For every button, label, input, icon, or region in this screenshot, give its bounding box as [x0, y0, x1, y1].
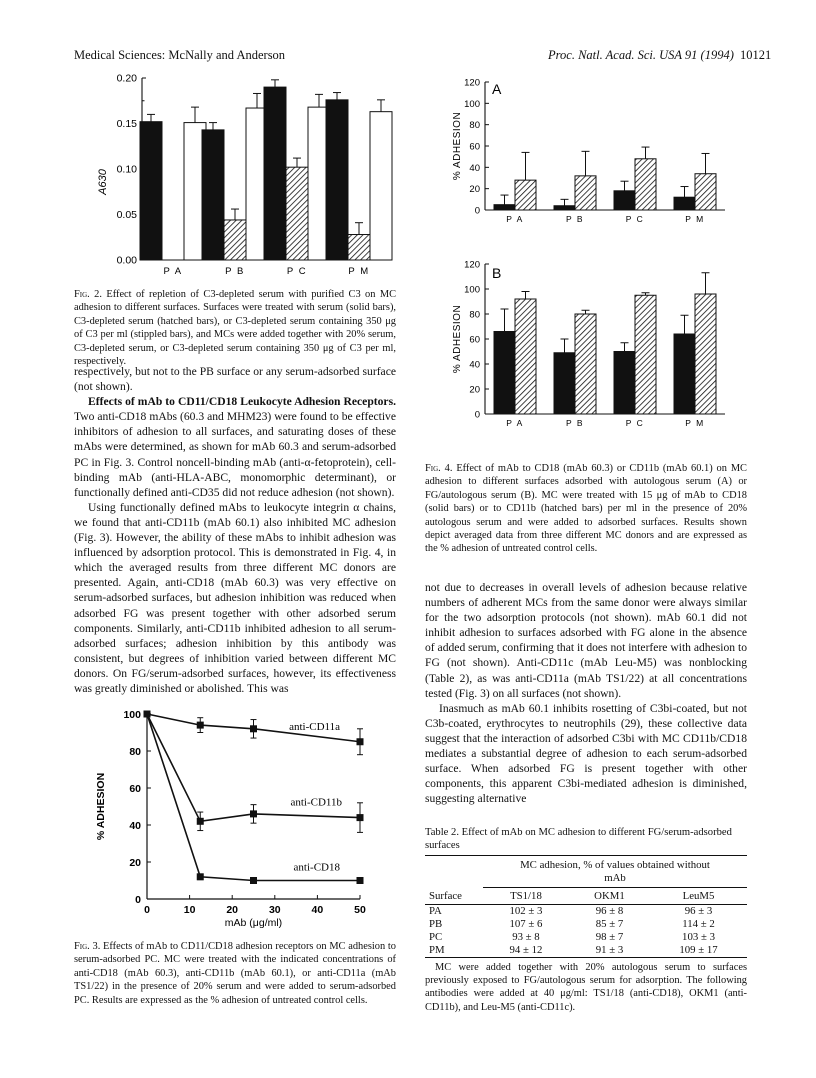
section-heading: Effects of mAb to CD11/CD18 Leukocyte Adhesion Receptors. [88, 395, 396, 409]
y-tick-label: 120 [464, 259, 480, 271]
running-header: Medical Sciences: McNally and Anderson [74, 48, 286, 62]
left-column-text [74, 364, 396, 696]
y-tick-label: 0 [474, 205, 480, 217]
table-cell: 98 ± 7 [595, 931, 624, 943]
table-span-header: MC adhesion, % of values obtained without mAb [483, 856, 747, 888]
y-tick-label: 20 [469, 184, 480, 196]
x-category-label: P B [565, 214, 585, 224]
figure-2-label: Fig. 2. [74, 289, 102, 300]
bar [674, 334, 695, 414]
bar [140, 122, 162, 260]
paragraph: Using functionally defined mAbs to leukocyte integrin α chains, we found that anti-CD11b (mAb 60.1) also inhibited MC adhesion (Fig. 3). However, the ability of these mAbs to inhibit adhesion was influenced by adsorption protocol. This is demonstrated in Fig. 4, in which the averaged results from three different MC donors are presented. Again, anti-CD18 (mAb 60.3) was very effective on serum-adsorbed surfaces, but adhesion inhibition was reduced when adsorbed FG was present together with other adsorbed serum components. Similarly, anti-CD11b inhibited adhesion to all serum-adsorbed surfaces; adhesion inhibition by this antibody was consistent, but degrees of inhibition varied between different MC donors. On FG/serum-adsorbed surfaces, however, its effectiveness was greatly diminished or abolished. This was [74, 500, 396, 695]
figure-3-caption [74, 940, 396, 1007]
bar [326, 100, 348, 260]
table-cell: 114 ± 2 [682, 918, 715, 930]
figure-4-label: Fig. 4. [425, 463, 453, 474]
figure-3-chart [84, 704, 384, 936]
bar [515, 180, 536, 210]
table-cell: 85 ± 7 [595, 918, 624, 930]
x-category-label: P C [286, 266, 308, 277]
y-tick-label: 40 [129, 820, 141, 832]
y-tick-label: 20 [469, 384, 480, 396]
data-point [250, 810, 257, 817]
y-tick-label: 0.15 [116, 118, 137, 130]
table-cell: 93 ± 8 [512, 931, 540, 943]
figure-4b-chart [440, 254, 740, 454]
x-category-label: P C [625, 214, 645, 224]
figure-2-caption-text: Effect of repletion of C3-depleted serum with purified C3 on MC adhesion to different surfaces. Surfaces were treated with serum (solid bars), C3-depleted serum (hatched bars), or C3-depleted serum containing 350 μg of C3 per ml (stippled bars), and MCs were added together with 20% serum, C3-depleted serum, or C3-depleted serum containing 350 μg of C3 per ml, respectively. [74, 289, 397, 368]
bar [494, 205, 515, 210]
bar [635, 295, 656, 414]
y-tick-label: 0.05 [116, 209, 137, 221]
y-tick-label: 0.20 [116, 72, 137, 85]
figure-4-caption-text: Effect of mAb to CD18 (mAb 60.3) or CD11b (mAb 60.1) on MC adhesion to different surfaces adsorbed with autologous serum (A) or FG/autologous serum (B). MC were treated with 15 μg of mAb to CD18 (solid bars) or to CD11b (hatched bars) per ml in the presence of 20% autologous serum and were added to adsorbed surfaces. Results shown depict averaged data from three different MC donors and are expressed as the % adhesion of untreated control cells. [425, 463, 747, 555]
right-column-text [425, 580, 747, 806]
bar [575, 176, 596, 210]
bar [554, 206, 575, 210]
y-tick-label: 80 [129, 746, 141, 758]
bar [635, 159, 656, 210]
bar [695, 174, 716, 210]
bar [224, 220, 246, 260]
y-axis-label: % ADHESION [95, 772, 107, 841]
y-tick-label: 40 [469, 162, 480, 174]
x-tick-label: 40 [311, 904, 324, 916]
y-tick-label: 40 [469, 359, 480, 371]
table-cell: 94 ± 12 [509, 944, 543, 956]
table-row-header: PM [429, 944, 445, 956]
y-axis-label: % ADHESION [452, 304, 463, 374]
y-tick-label: 0 [474, 409, 480, 421]
table-row [425, 944, 747, 958]
panel-label: A [492, 81, 502, 97]
y-tick-label: 20 [129, 857, 141, 869]
table-cell: 109 ± 17 [679, 944, 718, 956]
x-category-label: P A [163, 266, 183, 277]
data-point [357, 814, 364, 821]
table-2-grid [425, 855, 747, 958]
x-tick-label: 0 [144, 904, 150, 916]
table-row-header: PB [429, 918, 443, 930]
table-cell: 102 ± 3 [509, 905, 543, 917]
bar [614, 191, 635, 210]
bar [695, 294, 716, 414]
y-tick-label: 80 [469, 309, 480, 321]
table-row [425, 931, 747, 944]
x-category-label: P B [565, 418, 585, 428]
figure-4a-chart [440, 72, 740, 250]
table-cell: 96 ± 8 [595, 905, 624, 917]
table-row-header: PA [429, 905, 442, 917]
series-label: anti-CD11a [289, 720, 340, 733]
figure-2-chart [90, 66, 400, 281]
data-point [250, 725, 257, 732]
data-point [197, 873, 204, 880]
x-category-label: P M [348, 266, 370, 277]
data-point [144, 711, 151, 718]
x-category-label: P C [625, 418, 645, 428]
table-column-header: TS1/18 [510, 890, 542, 902]
table-cell: 91 ± 3 [595, 944, 624, 956]
table-cell: 107 ± 6 [509, 918, 543, 930]
x-category-label: P A [506, 214, 524, 224]
data-point [357, 877, 364, 884]
series-label: anti-CD11b [290, 796, 342, 809]
panel-label: B [492, 265, 502, 281]
paragraph: Inasmuch as mAb 60.1 inhibits rosetting of C3bi-coated, but not C3b-coated, erythrocytes to neutrophils (29), these collective data suggest that the interaction of adsorbed C3bi with MC CD11b/CD18 mediates a substantial degree of adhesion to each serum-adsorbed surface. When adsorbed FG is present together with other components, this apparent C3bi-mediated adhesion is diminished, suggesting alternative [425, 701, 747, 806]
paragraph: Two anti-CD18 mAbs (60.3 and MHM23) were found to be effective inhibitors of adhesion to all surfaces, and saturating doses of these mAbs were determined, as shown for mAb 60.3 and serum-adsorbed PC in Fig. 3. Control noncell-binding mAb (anti-α-fetoprotein), cell-binding mAb (anti-HLA-ABC, monomorphic determinant), or functionally defined anti-CD35 did not reduce adhesion (not shown). [74, 410, 396, 499]
table-row [425, 905, 747, 919]
x-tick-label: 20 [226, 904, 239, 916]
bar [515, 299, 536, 414]
page-number: 10121 [740, 48, 772, 62]
data-point [197, 722, 204, 729]
x-category-label: P A [506, 418, 524, 428]
table-cell: 96 ± 3 [684, 905, 713, 917]
figure-3-caption-text: Effects of mAb to CD11/CD18 adhesion receptors on MC adhesion to serum-adsorbed PC. MC were treated with the indicated concentrations of anti-CD18 (mAb 60.3), anti-CD11b (mAb 60.1), or anti-CD11a (mAb TS1/22) in the presence of 20% serum and were added to serum-adsorbed PC. Results are expressed as the % adhesion of untreated control cells. [74, 941, 396, 1006]
y-tick-label: 80 [469, 120, 480, 132]
journal-citation: Proc. Natl. Acad. Sci. USA 91 (1994) [548, 48, 734, 62]
y-tick-label: 100 [464, 98, 480, 110]
figure-2-caption [74, 288, 396, 368]
continuation-paragraph: respectively, but not to the PB surface or any serum-adsorbed surface (not shown). [74, 365, 396, 394]
bar [554, 353, 575, 414]
figure-3-label: Fig. 3. [74, 941, 101, 952]
bar [348, 235, 370, 260]
y-tick-label: 0.00 [116, 254, 137, 267]
x-category-label: P M [685, 418, 705, 428]
data-point [197, 818, 204, 825]
x-tick-label: 50 [354, 904, 366, 916]
data-point [357, 738, 364, 745]
table-column-header: LeuM5 [682, 890, 715, 902]
bar [370, 112, 392, 260]
table-title: Table 2. Effect of mAb on MC adhesion to different FG/serum-adsorbed surfaces [425, 827, 732, 851]
y-tick-label: 60 [469, 141, 480, 153]
bar [286, 167, 308, 260]
table-2 [425, 826, 747, 1014]
y-tick-label: 0 [135, 894, 141, 906]
bar [614, 352, 635, 415]
bar [494, 332, 515, 415]
paragraph: not due to decreases in overall levels of adhesion because relative numbers of adherent MCs from the same donor were always similar for the two adsorption protocols (not shown). mAb 60.1 did not inhibit adhesion to surfaces adsorbed with FG alone in the absence of added serum, confirming that it does not interfere with adhesion to FG (not shown). Anti-CD11c (mAb Leu-M5) was nonblocking (Table 2), as was anti-CD11a (mAb TS1/22) at all concentrations tested (Fig. 3) on all surfaces (not shown). [425, 581, 747, 700]
y-tick-label: 60 [129, 783, 141, 795]
bar [202, 130, 224, 260]
x-tick-label: 30 [268, 904, 281, 916]
y-axis-label: % ADHESION [452, 111, 463, 181]
x-axis-label: mAb (μg/ml) [224, 917, 283, 929]
table-column-header: Surface [429, 889, 462, 902]
data-point [250, 877, 257, 884]
bar [674, 197, 695, 210]
table-column-header: OKM1 [594, 890, 625, 902]
y-axis-label: A630 [97, 169, 109, 195]
y-tick-label: 100 [123, 709, 141, 721]
table-row [425, 918, 747, 931]
y-tick-label: 0.10 [116, 163, 137, 176]
table-cell: 103 ± 3 [682, 931, 715, 943]
y-tick-label: 100 [464, 284, 480, 296]
figure-4-caption [425, 462, 747, 556]
y-tick-label: 120 [464, 77, 480, 89]
table-row-header: PC [429, 931, 443, 943]
table-footnote: MC were added together with 20% autologous serum to surfaces previously exposed to FG/autologous serum for adsorption. The following antibodies were added at 40 μg/ml: TS1/18 (anti-CD18), OKM1 (anti-CD11b), and Leu-M5 (anti-CD11c). [425, 962, 747, 1013]
bar [575, 314, 596, 414]
x-tick-label: 10 [183, 904, 196, 916]
series-label: anti-CD18 [293, 861, 340, 874]
y-tick-label: 60 [469, 334, 480, 346]
x-category-label: P M [685, 214, 705, 224]
bar [264, 87, 286, 260]
x-category-label: P B [225, 266, 245, 277]
